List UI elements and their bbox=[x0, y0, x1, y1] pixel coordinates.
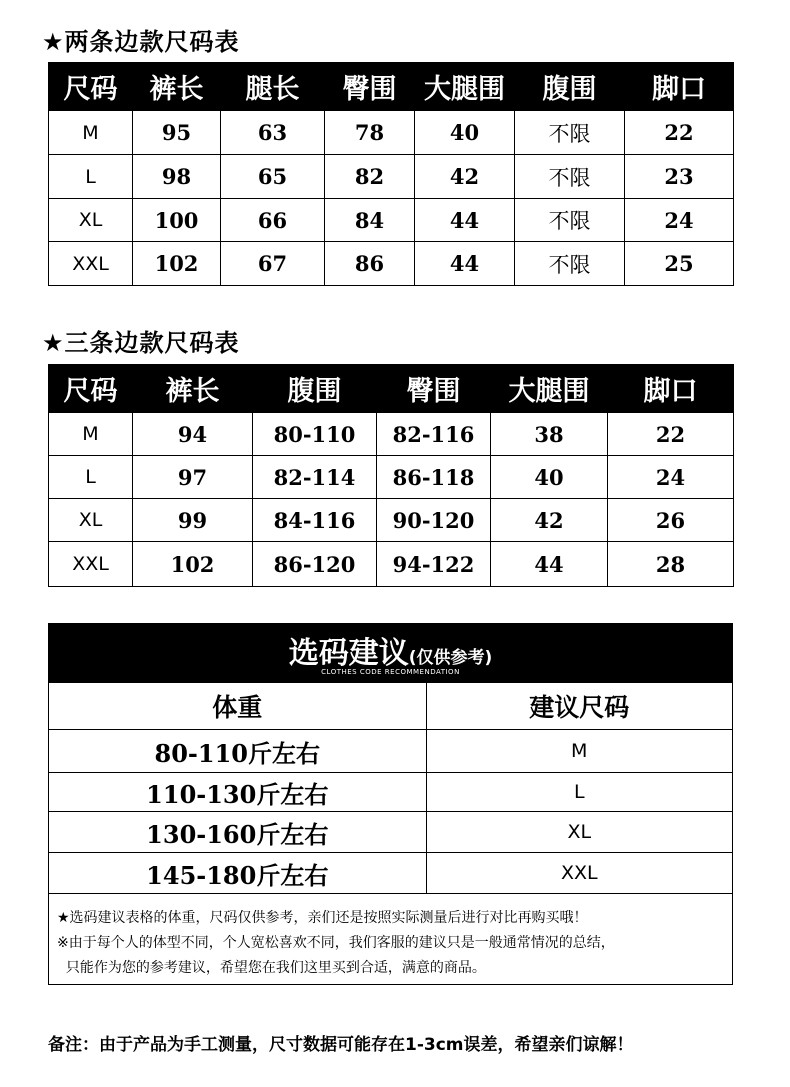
weight-range: 130-160 bbox=[146, 819, 257, 849]
column-header: 脚口 bbox=[625, 62, 734, 111]
recommendation-table bbox=[49, 683, 732, 894]
table-cell: 24 bbox=[608, 456, 734, 499]
weight-cell bbox=[49, 853, 426, 894]
column-header: 尺码 bbox=[49, 62, 133, 111]
recommendation-subtitle: CLOTHES CODE RECOMMENDATION bbox=[321, 668, 460, 676]
table-cell: 102 bbox=[133, 542, 253, 587]
recommendation-notes bbox=[49, 894, 732, 981]
size-recommendation-panel bbox=[48, 623, 733, 985]
table-cell: 82 bbox=[325, 155, 415, 199]
table-cell: 65 bbox=[221, 155, 325, 199]
size-table-two-stripe bbox=[48, 62, 734, 286]
column-header: 裤长 bbox=[133, 364, 253, 413]
suggested-size-cell: L bbox=[426, 773, 732, 812]
recommendation-row bbox=[49, 773, 732, 812]
table-cell: 82-116 bbox=[377, 413, 491, 456]
table-cell: 不限 bbox=[515, 155, 625, 199]
table-cell: 38 bbox=[491, 413, 608, 456]
table-cell: 97 bbox=[133, 456, 253, 499]
table-cell: 84 bbox=[325, 199, 415, 242]
table-cell: 66 bbox=[221, 199, 325, 242]
suggested-size-header: 建议尺码 bbox=[426, 683, 732, 730]
table-cell: 26 bbox=[608, 499, 734, 542]
weight-cell bbox=[49, 730, 426, 773]
weight-unit: 斤左右 bbox=[247, 739, 320, 768]
table-header-row bbox=[49, 364, 734, 413]
recommendation-row bbox=[49, 812, 732, 853]
table-cell: 22 bbox=[625, 111, 734, 155]
table-cell: 67 bbox=[221, 242, 325, 286]
table-cell: 99 bbox=[133, 499, 253, 542]
table-cell: 不限 bbox=[515, 242, 625, 286]
table-cell: 86-118 bbox=[377, 456, 491, 499]
column-header: 大腿围 bbox=[491, 364, 608, 413]
suggested-size-cell: M bbox=[426, 730, 732, 773]
weight-range: 110-130 bbox=[146, 779, 257, 809]
recommendation-row bbox=[49, 730, 732, 773]
table-cell: 78 bbox=[325, 111, 415, 155]
weight-unit: 斤左右 bbox=[256, 861, 329, 890]
table1-title: ★两条边款尺码表 bbox=[42, 28, 240, 56]
weight-unit: 斤左右 bbox=[256, 820, 329, 849]
table-cell: 86-120 bbox=[253, 542, 377, 587]
table-cell: 不限 bbox=[515, 199, 625, 242]
table-cell: 23 bbox=[625, 155, 734, 199]
table-cell: 44 bbox=[415, 242, 515, 286]
table-cell: 42 bbox=[491, 499, 608, 542]
recommendation-row bbox=[49, 853, 732, 894]
table-cell: XL bbox=[49, 499, 133, 542]
table-cell: 82-114 bbox=[253, 456, 377, 499]
table-row bbox=[49, 542, 734, 587]
weight-cell bbox=[49, 773, 426, 812]
recommendation-header-row bbox=[49, 683, 732, 730]
table-cell: 40 bbox=[491, 456, 608, 499]
table-cell: L bbox=[49, 456, 133, 499]
column-header: 脚口 bbox=[608, 364, 734, 413]
recommendation-title-text: 选码建议 bbox=[288, 636, 409, 671]
table-cell: 25 bbox=[625, 242, 734, 286]
table-cell: XXL bbox=[49, 242, 133, 286]
table-row bbox=[49, 242, 734, 286]
recommendation-title-note: (仅供参考) bbox=[408, 648, 493, 668]
table-cell: L bbox=[49, 155, 133, 199]
table-cell: M bbox=[49, 111, 133, 155]
column-header: 腹围 bbox=[515, 62, 625, 111]
table-cell: 28 bbox=[608, 542, 734, 587]
table-cell: 94 bbox=[133, 413, 253, 456]
column-header: 尺码 bbox=[49, 364, 133, 413]
table-row bbox=[49, 456, 734, 499]
table-header-row bbox=[49, 62, 734, 111]
weight-header: 体重 bbox=[49, 683, 426, 730]
table-cell: M bbox=[49, 413, 133, 456]
table-cell: 44 bbox=[491, 542, 608, 587]
table-cell: 不限 bbox=[515, 111, 625, 155]
weight-range: 80-110 bbox=[154, 738, 248, 768]
suggested-size-cell: XL bbox=[426, 812, 732, 853]
column-header: 大腿围 bbox=[415, 62, 515, 111]
table-row bbox=[49, 111, 734, 155]
table-row bbox=[49, 199, 734, 242]
table-cell: 80-110 bbox=[253, 413, 377, 456]
table-cell: 84-116 bbox=[253, 499, 377, 542]
column-header: 裤长 bbox=[133, 62, 221, 111]
table-cell: 42 bbox=[415, 155, 515, 199]
suggested-size-cell: XXL bbox=[426, 853, 732, 894]
table-row bbox=[49, 413, 734, 456]
table-cell: 44 bbox=[415, 199, 515, 242]
table-cell: XL bbox=[49, 199, 133, 242]
table2-title: ★三条边款尺码表 bbox=[42, 329, 240, 357]
table-row bbox=[49, 499, 734, 542]
recommendation-title bbox=[49, 628, 732, 672]
column-header: 腿长 bbox=[221, 62, 325, 111]
weight-range: 145-180 bbox=[146, 860, 257, 890]
note-line: ※由于每个人的体型不同，个人宽松喜欢不同，我们客服的建议只是一般通常情况的总结， bbox=[57, 935, 615, 951]
table-cell: 24 bbox=[625, 199, 734, 242]
table-cell: 102 bbox=[133, 242, 221, 286]
size-table-three-stripe bbox=[48, 364, 734, 587]
table-cell: 63 bbox=[221, 111, 325, 155]
table-cell: 98 bbox=[133, 155, 221, 199]
weight-unit: 斤左右 bbox=[256, 780, 329, 809]
note-line: ★选码建议表格的体重，尺码仅供参考，亲们还是按照实际测量后进行对比再购买哦！ bbox=[57, 910, 588, 926]
footer-remark: 备注：由于产品为手工测量，尺寸数据可能存在1-3cm误差，希望亲们谅解！ bbox=[48, 1035, 634, 1055]
table-cell: 90-120 bbox=[377, 499, 491, 542]
table-cell: XXL bbox=[49, 542, 133, 587]
recommendation-header bbox=[49, 624, 732, 683]
weight-cell bbox=[49, 812, 426, 853]
table-cell: 86 bbox=[325, 242, 415, 286]
table-cell: 100 bbox=[133, 199, 221, 242]
column-header: 腹围 bbox=[253, 364, 377, 413]
table-cell: 94-122 bbox=[377, 542, 491, 587]
table-cell: 22 bbox=[608, 413, 734, 456]
column-header: 臀围 bbox=[325, 62, 415, 111]
table-cell: 40 bbox=[415, 111, 515, 155]
note-line: 只能作为您的参考建议，希望您在我们这里买到合适，满意的商品。 bbox=[57, 960, 486, 976]
table-cell: 95 bbox=[133, 111, 221, 155]
column-header: 臀围 bbox=[377, 364, 491, 413]
table-row bbox=[49, 155, 734, 199]
